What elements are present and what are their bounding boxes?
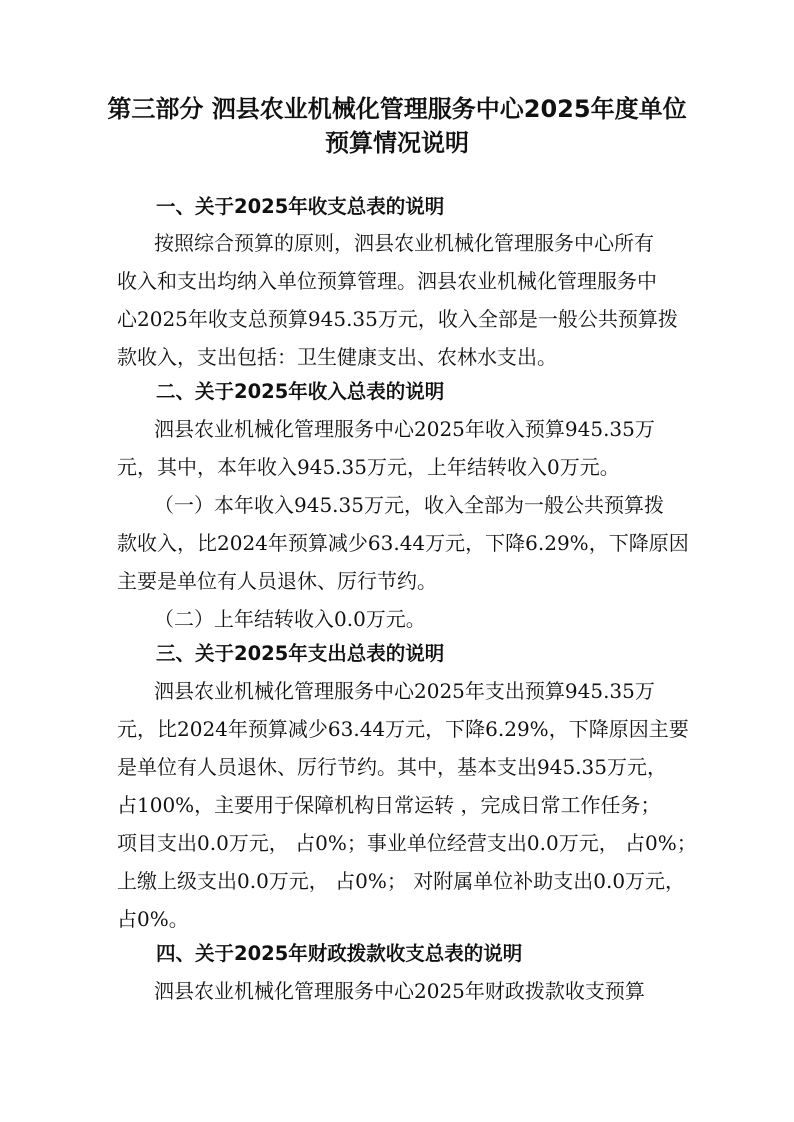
section-2-paragraph-line: 主要是单位有人员退休、厉行节约。 [117, 569, 437, 593]
section-3-paragraph-line: 上缴上级支出0.0万元， 占0%； 对附属单位补助支出0.0万元， [117, 869, 686, 893]
section-4-paragraph-line: 泗县农业机械化管理服务中心2025年财政拨款收支预算 [154, 979, 645, 1003]
section-1-paragraph-line: 款收入，支出包括：卫生健康支出、农林水支出。 [117, 345, 557, 369]
section-3-paragraph-line: 项目支出0.0万元， 占0%；事业单位经营支出0.0万元， 占0%； [117, 831, 697, 855]
section-2-paragraph-line: （二）上年结转收入0.0万元。 [154, 607, 426, 631]
section-1-paragraph-line: 按照综合预算的原则，泗县农业机械化管理服务中心所有 [154, 231, 654, 255]
document-title-line-1: 第三部分 泗县农业机械化管理服务中心2025年度单位 [107, 95, 687, 123]
section-2-paragraph-line: 款收入，比2024年预算减少63.44万元，下降6.29%，下降原因 [117, 531, 689, 555]
section-1-heading: 一、关于2025年收支总表的说明 [156, 195, 445, 218]
section-3-paragraph-line: 泗县农业机械化管理服务中心2025年支出预算945.35万 [154, 679, 655, 703]
section-4-heading: 四、关于2025年财政拨款收支总表的说明 [156, 942, 523, 965]
section-3-paragraph-line: 是单位有人员退休、厉行节约。其中，基本支出945.35万元， [117, 755, 667, 779]
document-title-line-2: 预算情况说明 [325, 129, 469, 157]
section-2-paragraph-line: （一）本年收入945.35万元，收入全部为一般公共预算拨 [154, 493, 664, 517]
section-1-paragraph-line: 收入和支出均纳入单位预算管理。泗县农业机械化管理服务中 [117, 269, 657, 293]
section-1-paragraph-line: 心2025年收支总预算945.35万元，收入全部是一般公共预算拨 [117, 307, 678, 331]
section-2-paragraph-line: 元，其中，本年收入945.35万元，上年结转收入0万元。 [117, 455, 620, 479]
section-2-paragraph-line: 泗县农业机械化管理服务中心2025年收入预算945.35万 [154, 417, 655, 441]
section-3-heading: 三、关于2025年支出总表的说明 [156, 642, 445, 665]
section-2-heading: 二、关于2025年收入总表的说明 [156, 380, 445, 403]
section-3-paragraph-line: 元，比2024年预算减少63.44万元，下降6.29%，下降原因主要 [117, 717, 689, 741]
section-3-paragraph-line: 占0%。 [117, 907, 189, 931]
section-3-paragraph-line: 占100%，主要用于保障机构日常运转 ，完成日常工作任务； [117, 793, 661, 817]
